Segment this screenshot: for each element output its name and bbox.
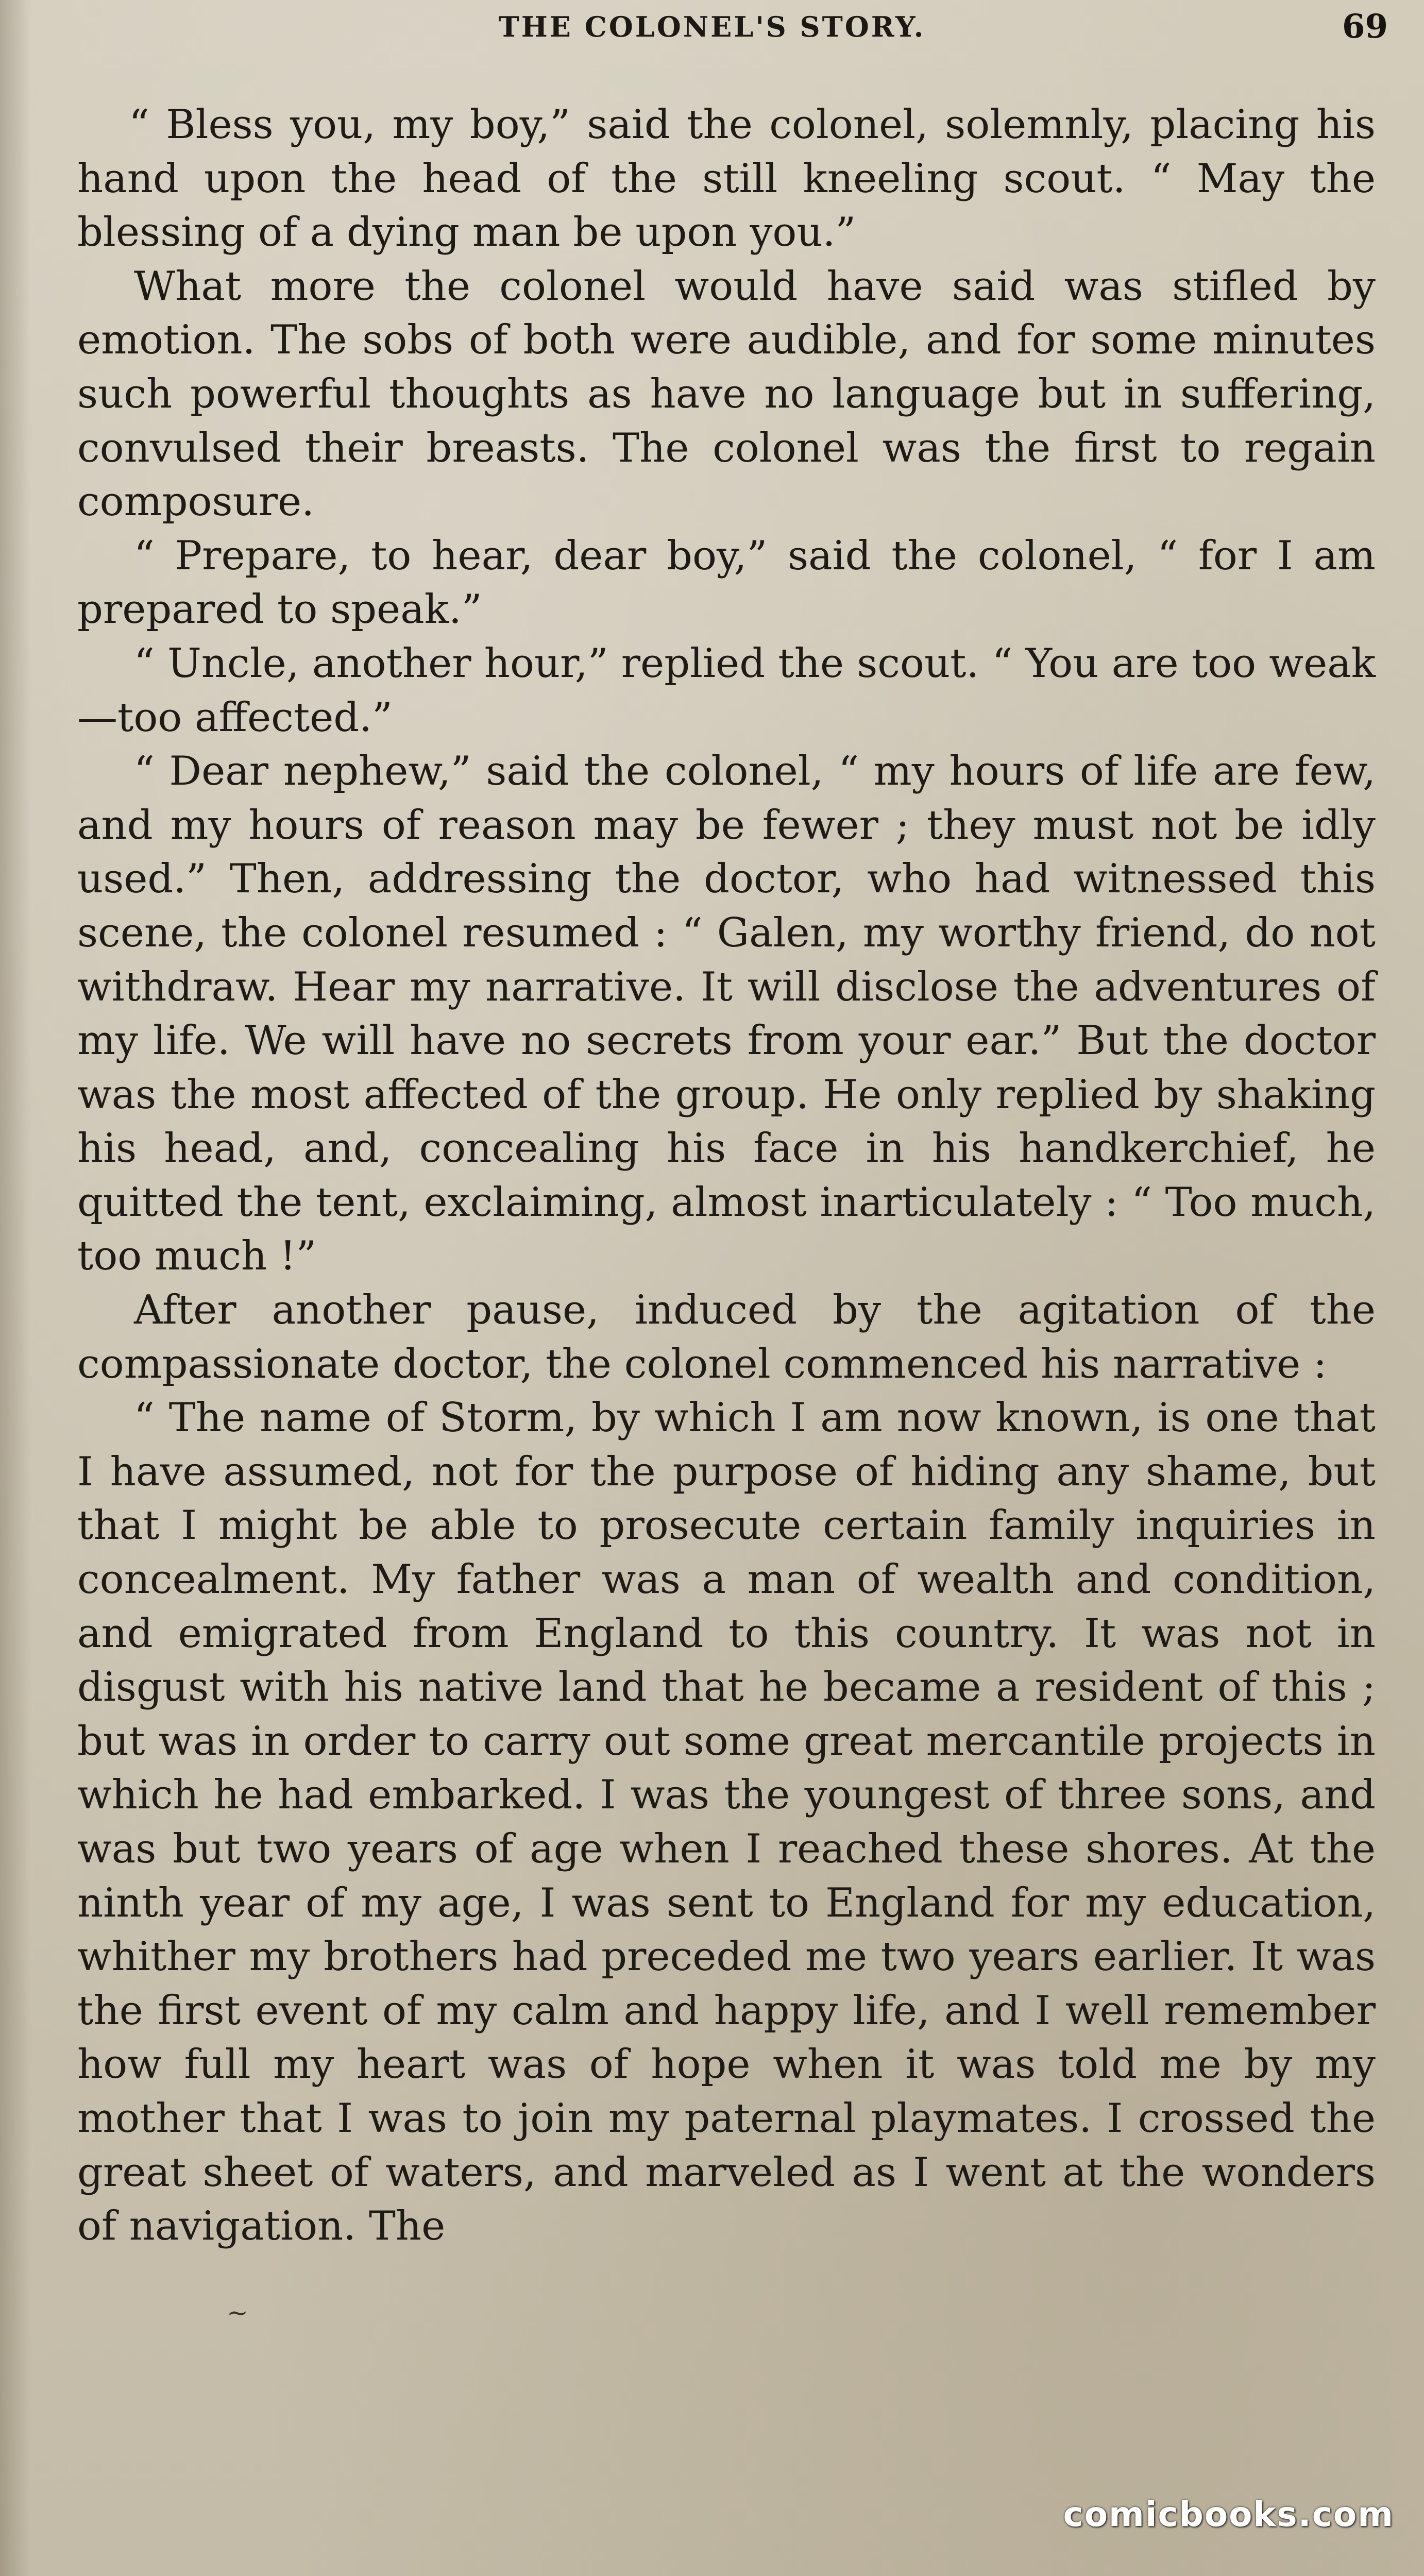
paragraph-4: “ Uncle, another hour,” replied the scout. “ You are too weak—too affected.” xyxy=(77,640,1376,741)
page-number: 69 xyxy=(1342,7,1388,46)
running-head: THE COLONEL'S STORY. xyxy=(498,10,926,43)
watermark: comicbooks.com xyxy=(1063,2495,1394,2534)
paragraph-3: “ Prepare, to hear, dear boy,” said the colonel, “ for I am prepared to speak.” xyxy=(77,532,1376,633)
paragraph-2: What more the colonel would have said was stifled by emotion. The sobs of both were audible, and for some minutes such powerful thoughts as have no language but in suffering, convulsed their breasts. The colonel was the first to regain composure. xyxy=(77,263,1376,526)
paragraph-5: “ Dear nephew,” said the colonel, “ my hours of life are few, and my hours of reason may be fewer ; they must not be idly used.” Then, addressing the doctor, who had witnessed this scene, the colonel resumed : “ Galen, my worthy friend, do not withdraw. Hear my narrative. It will disclose the adventures of my life. We will have no secrets from your ear.” But the doctor was the most affected of the group. He only replied by shaking his head, and, concealing his face in his handkerchief, he quitted the tent, exclaiming, almost inarticulately : “ Too much, too much !” xyxy=(77,748,1376,1280)
paragraph-1: “ Bless you, my boy,” said the colonel, solemnly, placing his hand upon the head of the still kneeling scout. “ May the blessing of a dying man be upon you.” xyxy=(77,101,1376,256)
body-text xyxy=(77,98,1376,2253)
ornament-mark: ~ xyxy=(227,2298,248,2328)
paragraph-7: “ The name of Storm, by which I am now known, is one that I have assumed, not for the purpose of hiding any shame, but that I might be able to prosecute certain family inquiries in concealment. My father was a man of wealth and condition, and emigrated from England to this country. It was not in disgust with his native land that he became a resident of this ; but was in order to carry out some great mercantile projects in which he had embarked. I was the youngest of three sons, and was but two years of age when I reached these shores. At the ninth year of my age, I was sent to England for my education, whither my brothers had preceded me two years earlier. It was the first event of my calm and happy life, and I well remember how full my heart was of hope when it was told me by my mother that I was to join my paternal playmates. I crossed the great sheet of waters, and marveled as I went at the wonders of navigation. The xyxy=(77,1395,1376,2250)
paragraph-6: After another pause, induced by the agitation of the compassionate doctor, the colonel commenced his narrative : xyxy=(77,1287,1376,1387)
page-header xyxy=(0,7,1424,54)
